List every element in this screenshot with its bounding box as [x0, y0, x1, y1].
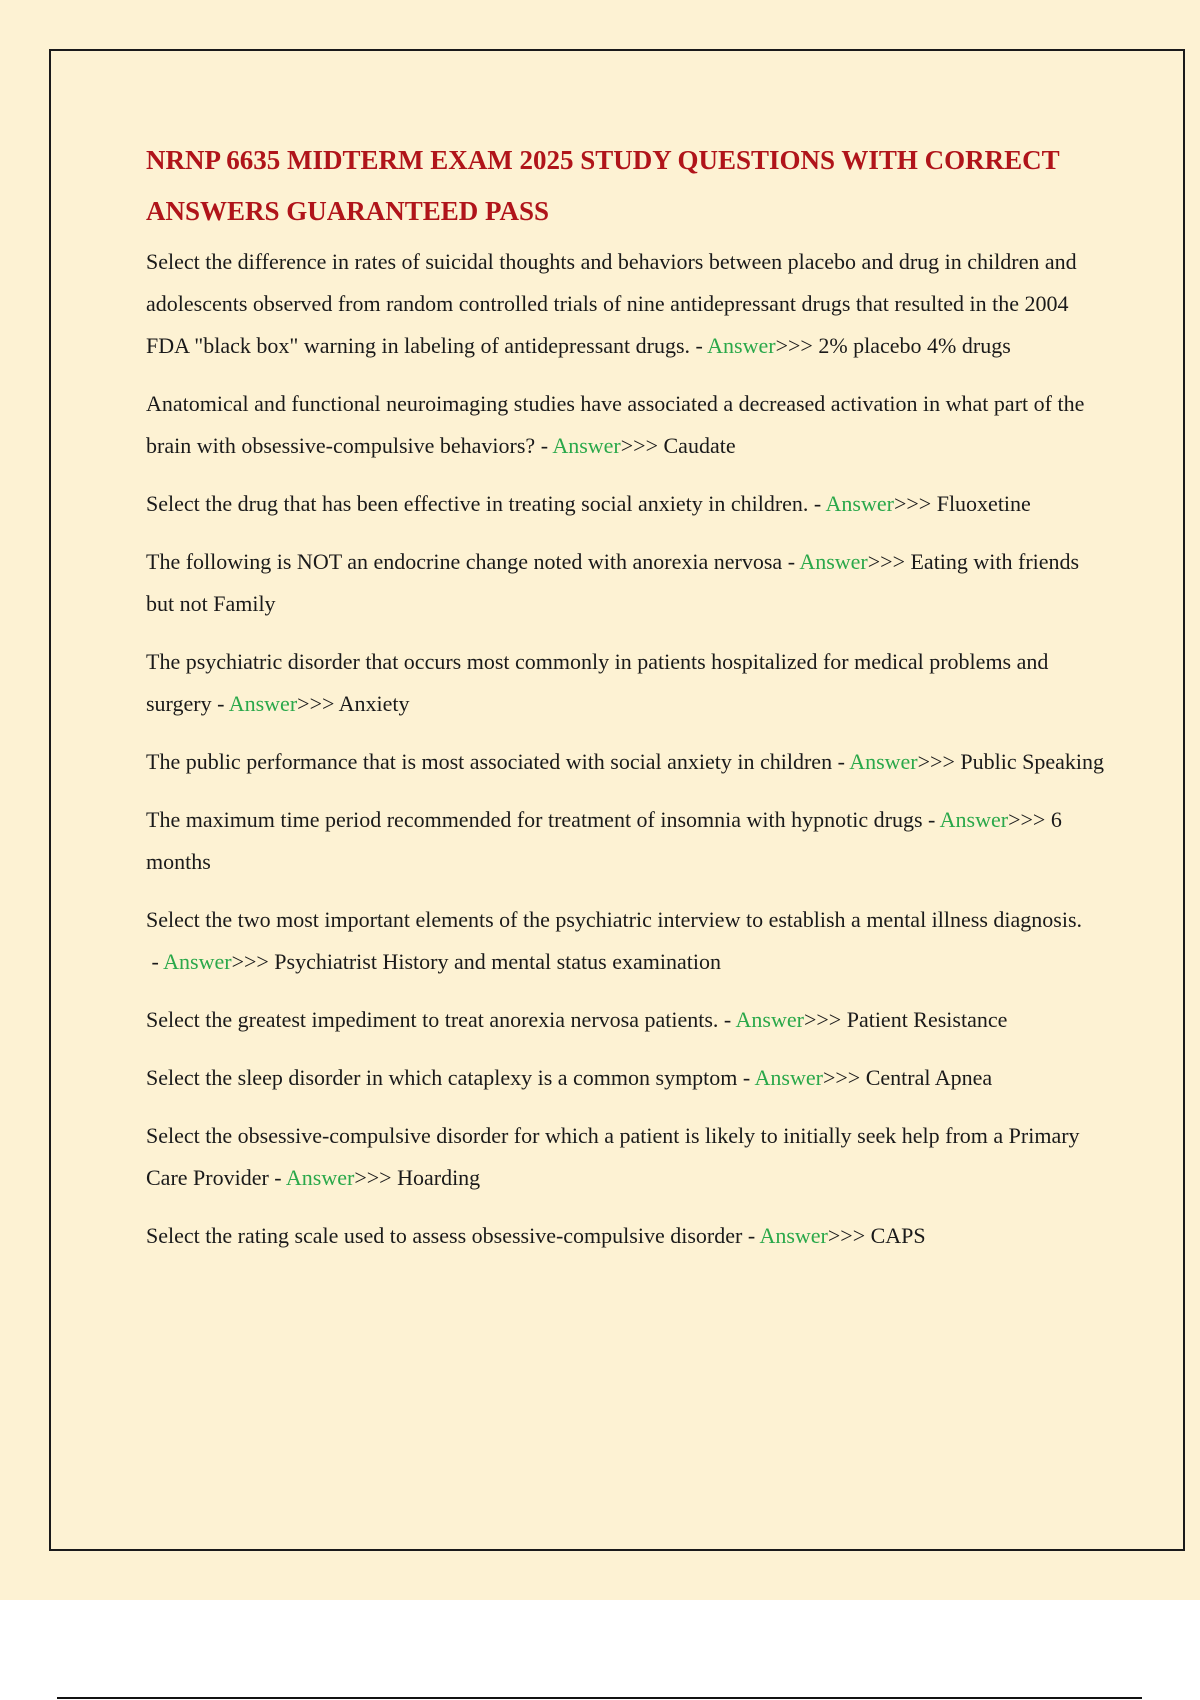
answer-text: 6 months	[146, 807, 1062, 874]
answer-arrows: >>>	[1008, 807, 1051, 832]
question-text: The following is NOT an endocrine change noted with anorexia nervosa	[146, 549, 783, 574]
answer-text: Patient Resistance	[846, 1007, 1008, 1032]
answer-label: Answer	[799, 549, 868, 574]
question-text: Select the drug that has been effective in treating social anxiety in children.	[146, 491, 809, 516]
answer-arrows: >>>	[867, 549, 911, 574]
qa-item	[146, 899, 1106, 983]
qa-item	[146, 1115, 1106, 1199]
document-title: NRNP 6635 MIDTERM EXAM 2025 STUDY QUESTIONS WITH CORRECT ANSWERS GUARANTEED PASS	[146, 145, 1060, 226]
footer-rule	[57, 1697, 1142, 1699]
answer-label: Answer	[759, 1223, 828, 1248]
separator: -	[742, 1223, 760, 1248]
separator: -	[211, 691, 229, 716]
answer-text: Hoarding	[397, 1165, 481, 1190]
answer-text: Psychiatrist History and mental status examination	[274, 949, 721, 974]
answer-arrows: >>>	[231, 949, 275, 974]
answer-label: Answer	[939, 807, 1009, 832]
question-text: Select the greatest impediment to treat anorexia nervosa patients.	[146, 1007, 719, 1032]
answer-text: Eating with friends but not Family	[146, 549, 1080, 616]
answer-arrows: >>>	[917, 749, 961, 774]
answer-arrows: >>>	[827, 1223, 871, 1248]
question-text: Anatomical and functional neuroimaging studies have associated a decreased activation in what part of the brain with obsessive-compulsive behaviors?	[146, 391, 1085, 458]
answer-arrows: >>>	[354, 1165, 398, 1190]
separator: -	[808, 491, 826, 516]
qa-item	[146, 999, 1106, 1041]
answer-label: Answer	[228, 691, 298, 716]
answer-text: Central Apnea	[865, 1065, 993, 1090]
answer-label: Answer	[735, 1007, 804, 1032]
separator: -	[535, 433, 553, 458]
separator: -	[146, 949, 164, 974]
answer-text: Caudate	[663, 433, 736, 458]
answer-label: Answer	[754, 1065, 823, 1090]
document-content	[146, 135, 1106, 1273]
question-text: Select the difference in rates of suicidal thoughts and behaviors between placebo and drug in children and adolescents observed from random controlled trials of nine antidepressant drugs that resulted in the 2004 FDA "black box" warning in labeling of antidepressant drugs.	[146, 249, 1077, 358]
question-text: The public performance that is most associated with social anxiety in children	[146, 749, 833, 774]
question-text: Select the sleep disorder in which cataplexy is a common symptom	[146, 1065, 738, 1090]
answer-text: Fluoxetine	[936, 491, 1031, 516]
answer-arrows: >>>	[775, 333, 819, 358]
separator: -	[782, 549, 800, 574]
question-text: The maximum time period recommended for treatment of insomnia with hypnotic drugs	[146, 807, 923, 832]
qa-item	[146, 741, 1106, 783]
answer-arrows: >>>	[822, 1065, 866, 1090]
question-text: Select the obsessive-compulsive disorder for which a patient is likely to initially seek help from a Primary Care Provider	[146, 1123, 1080, 1190]
answer-arrows: >>>	[297, 691, 339, 716]
qa-item	[146, 383, 1106, 467]
qa-item	[146, 641, 1106, 725]
separator: -	[832, 749, 850, 774]
answer-label: Answer	[285, 1165, 355, 1190]
answer-text: Public Speaking	[960, 749, 1104, 774]
answer-text: Anxiety	[338, 691, 410, 716]
qa-item	[146, 799, 1106, 883]
question-text: Select the rating scale used to assess obsessive-compulsive disorder	[146, 1223, 743, 1248]
separator: -	[922, 807, 940, 832]
separator: -	[690, 333, 708, 358]
separator: -	[718, 1007, 736, 1032]
answer-label: Answer	[707, 333, 776, 358]
qa-item	[146, 1057, 1106, 1099]
answer-arrows: >>>	[893, 491, 937, 516]
qa-item	[146, 1215, 1106, 1257]
question-text: The psychiatric disorder that occurs most commonly in patients hospitalized for medical problems and surgery	[146, 649, 1049, 716]
question-text: Select the two most important elements of the psychiatric interview to establish a mental illness diagnosis.	[146, 907, 1083, 932]
answer-arrows: >>>	[620, 433, 664, 458]
answer-label: Answer	[825, 491, 894, 516]
answer-label: Answer	[849, 749, 918, 774]
answer-text: 2% placebo 4% drugs	[818, 333, 1011, 358]
answer-arrows: >>>	[803, 1007, 847, 1032]
qa-item	[146, 541, 1106, 625]
answer-label: Answer	[163, 949, 232, 974]
answer-label: Answer	[552, 433, 621, 458]
separator: -	[737, 1065, 755, 1090]
qa-item	[146, 483, 1106, 525]
qa-item	[146, 241, 1106, 367]
separator: -	[268, 1165, 286, 1190]
answer-text: CAPS	[870, 1223, 926, 1248]
